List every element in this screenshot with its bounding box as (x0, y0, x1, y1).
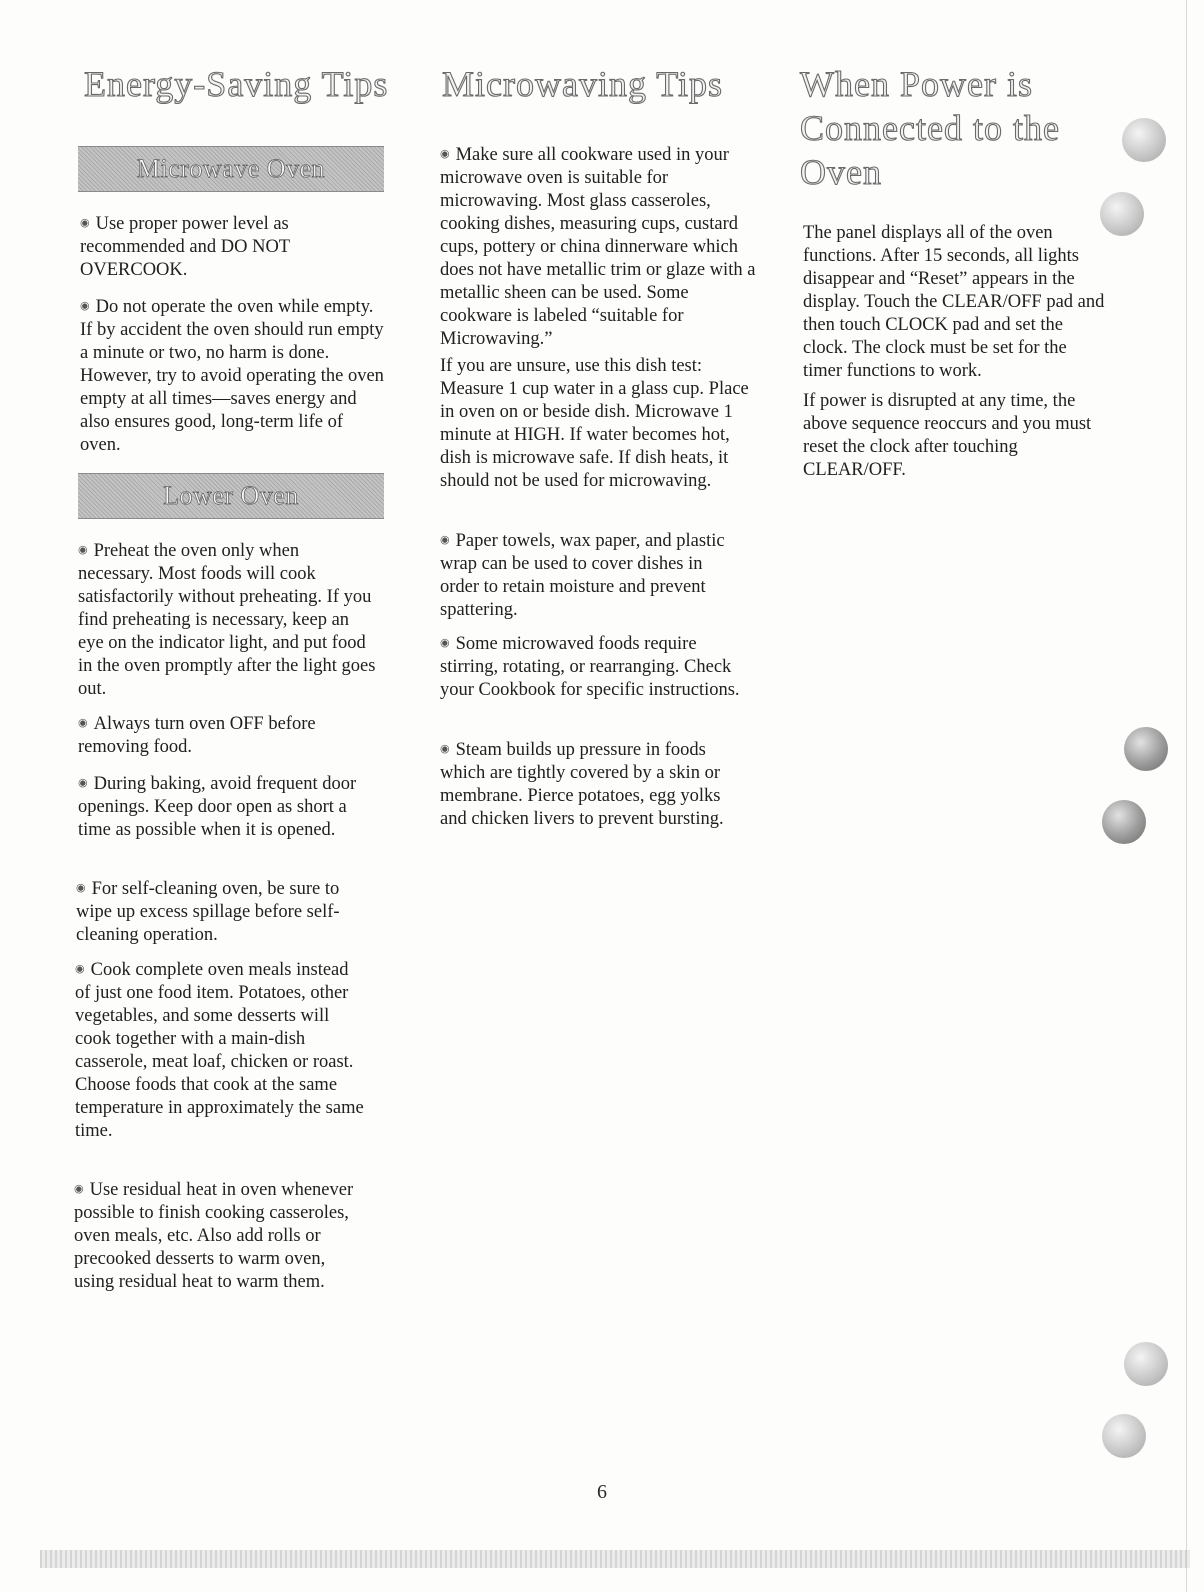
page-edge (1186, 0, 1187, 1592)
bullet-icon: ◉ (440, 534, 450, 546)
bullet-icon: ◉ (75, 963, 85, 975)
bullet-icon: ◉ (440, 148, 450, 160)
tip-turn-off: ◉ Always turn oven OFF before removing food. (78, 714, 316, 757)
binder-hole-4 (1102, 800, 1146, 844)
bullet-icon: ◉ (440, 637, 450, 649)
energy-saving-heading: Energy-Saving Tips (84, 64, 389, 104)
tip-stirring: ◉ Some microwaved foods require stirring, rotating, or rearranging. Check your Cookbook for specific instructions. (440, 634, 740, 700)
lower-oven-banner-label: Lower Oven (163, 481, 299, 510)
tip-residual-heat: ◉ Use residual heat in oven whenever possible to finish cooking casseroles, oven meals, etc. Also add rolls or precooked desserts to warm oven, using residual heat to warm them. (74, 1180, 354, 1292)
bullet-icon: ◉ (76, 882, 86, 894)
power-heading: When Power is Connected to the Oven (800, 64, 1060, 192)
tip-preheat: ◉ Preheat the oven only when necessary. Most foods will cook satisfactorily without preheating. If you find preheating is necessary, keep an eye on the indicator light, and put food in the oven promptly after the light goes out. (78, 541, 376, 699)
binder-hole-6 (1102, 1414, 1146, 1458)
microwave-oven-banner-label: Microwave Oven (136, 154, 326, 183)
power-disrupted-paragraph: If power is disrupted at any time, the above sequence reoccurs and you must reset the clock after touching CLEAR/OFF. (803, 391, 1092, 480)
tip-complete-meals: ◉ Cook complete oven meals instead of just one food item. Potatoes, other vegetables, and some desserts will cook together with a main-dish casserole, meat loaf, chicken or roast. Choose foods that cook at the same temperature in approximately the same time. (75, 960, 364, 1141)
microwaving-heading: Microwaving Tips (442, 64, 724, 104)
page-number: 6 (597, 1481, 607, 1503)
tip-door-openings: ◉ During baking, avoid frequent door openings. Keep door open as short a time as possible when it is opened. (78, 774, 357, 840)
tip-paper-towels: ◉ Paper towels, wax paper, and plastic wrap can be used to cover dishes in order to retain moisture and prevent spattering. (440, 531, 725, 620)
dish-test: If you are unsure, use this dish test: Measure 1 cup water in a glass cup. Place in oven on or beside dish. Microwave 1 minute at HIGH. If water becomes hot, dish is microwave safe. If dish heats, it should not be used for microwaving. (440, 356, 749, 491)
binder-hole-2 (1100, 192, 1144, 236)
binder-hole-5 (1124, 1342, 1168, 1386)
bullet-icon: ◉ (80, 217, 90, 229)
tip-power-level: ◉ Use proper power level as recommended and DO NOT OVERCOOK. (80, 214, 290, 280)
microwave-oven-banner (78, 146, 384, 192)
bullet-icon: ◉ (74, 1183, 84, 1195)
binder-hole-3 (1124, 727, 1168, 771)
tip-self-cleaning: ◉ For self-cleaning oven, be sure to wipe up excess spillage before self-cleaning operation. (76, 879, 340, 945)
bullet-icon: ◉ (78, 717, 88, 729)
lower-oven-banner (78, 473, 384, 519)
scan-edge-strip (40, 1550, 1190, 1568)
tip-steam: ◉ Steam builds up pressure in foods which are tightly covered by a skin or membrane. Pierce potatoes, egg yolks and chicken livers to prevent bursting. (440, 740, 724, 829)
tip-cookware: ◉ Make sure all cookware used in your microwave oven is suitable for microwaving. Most glass casseroles, cooking dishes, measuring cups, custard cups, pottery or china dinnerware which does not have metallic trim or glaze with a metallic sheen can be used. Some cookware is labeled “suitable for Microwaving.” (440, 145, 756, 349)
bullet-icon: ◉ (440, 743, 450, 755)
bullet-icon: ◉ (78, 777, 88, 789)
bullet-icon: ◉ (78, 544, 88, 556)
tip-empty-oven: ◉ Do not operate the oven while empty. If by accident the oven should run empty a minute or two, no harm is done. However, try to avoid operating the oven empty at all times—saves energy and also ensures good, long-term life of oven. (80, 297, 384, 455)
binder-hole-1 (1122, 118, 1166, 162)
bullet-icon: ◉ (80, 300, 90, 312)
power-panel-paragraph: The panel displays all of the oven functions. After 15 seconds, all lights disappear and “Reset” appears in the display. Touch the CLEAR/OFF pad and then touch CLOCK pad and set the clock. The clock must be set for the timer functions to work. (803, 223, 1105, 381)
